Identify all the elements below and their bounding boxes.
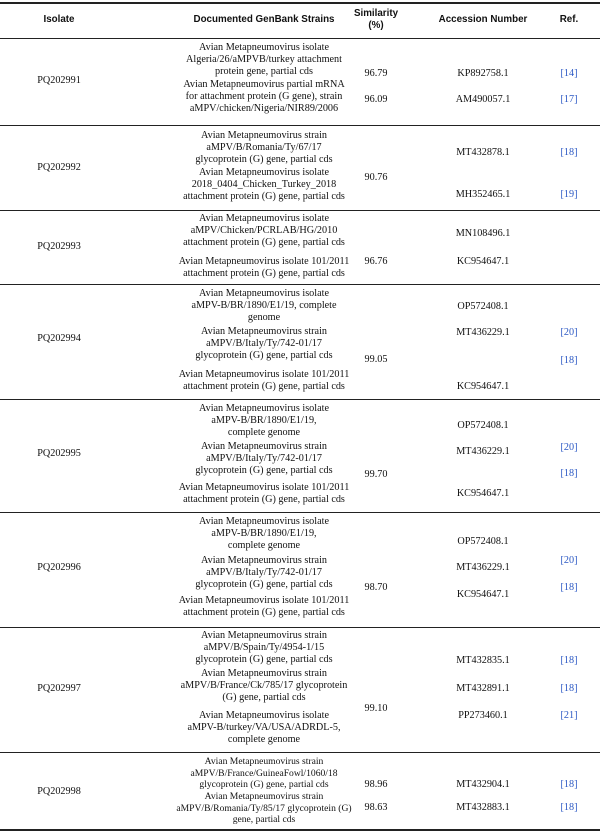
- similarity-value: 98.96: [364, 779, 388, 790]
- isolate-cell: PQ202998: [37, 786, 81, 797]
- strain-line: Avian Metapneumovirus isolate: [199, 288, 329, 299]
- reference-link[interactable]: [18]: [560, 802, 578, 813]
- isolate-cell: PQ202994: [37, 333, 81, 344]
- strain-line: complete genome: [227, 540, 301, 552]
- strain-line: aMPV/B/Spain/Ty/4954-1/15: [203, 642, 325, 654]
- strain-line: Avian Metapneumovirus strain: [201, 130, 327, 141]
- strain-line: gene, partial cds: [232, 814, 296, 825]
- reference-link[interactable]: [20]: [560, 442, 578, 453]
- accession-number: MT436229.1: [456, 446, 510, 457]
- accession-number: KC954647.1: [456, 381, 510, 392]
- strain-entry: [118, 288, 410, 325]
- strain-entry: [118, 630, 410, 667]
- accession-number: OP572408.1: [457, 420, 509, 431]
- accession-number: KC954647.1: [456, 256, 510, 267]
- strain-entry: [118, 403, 410, 440]
- strain-line: aMPV/B/Italy/Ty/742-01/17: [206, 338, 322, 350]
- strain-line: Avian Metapneumovirus isolate: [199, 167, 329, 178]
- header-accession: Accession Number: [438, 14, 528, 25]
- strain-line: Avian Metapneumovirus isolate 101/2011: [178, 595, 350, 606]
- similarity-value: 99.05: [364, 354, 388, 365]
- similarity-value: 99.70: [364, 469, 388, 480]
- strain-line: aMPV-B/BR/1890/E1/19,: [211, 415, 317, 427]
- row-rule: [0, 210, 600, 211]
- strain-entry: [118, 668, 410, 705]
- strain-line: Avian Metapneumovirus isolate 101/2011: [178, 256, 350, 267]
- reference-link[interactable]: [18]: [560, 683, 578, 694]
- strain-line: attachment protein (G) gene, partial cds: [183, 607, 345, 619]
- accession-number: KP892758.1: [457, 68, 509, 79]
- similarity-value: 98.70: [364, 582, 388, 593]
- strain-line: glycoprotein (G) gene, partial cds: [195, 654, 333, 666]
- strain-line: aMPV-B/BR/1890/E1/19,: [211, 528, 317, 540]
- strain-line: complete genome: [227, 734, 301, 746]
- similarity-value: 99.10: [364, 703, 388, 714]
- strain-line: Avian Metapneumovirus isolate: [199, 42, 329, 53]
- strain-line: aMPV/chicken/Nigeria/NIR89/2006: [189, 103, 339, 115]
- table-bottom-rule: [0, 829, 600, 831]
- strain-line: Avian Metapneumovirus partial mRNA: [183, 79, 345, 90]
- header-ref: Ref.: [559, 14, 579, 25]
- reference-link[interactable]: [18]: [560, 468, 578, 479]
- strain-line: Avian Metapneumovirus strain: [204, 791, 324, 802]
- accession-number: MT432891.1: [456, 683, 510, 694]
- header-strains: Documented GenBank Strains: [193, 14, 335, 25]
- strain-line: Avian Metapneumovirus isolate 101/2011: [178, 482, 350, 493]
- isolate-cell: PQ202991: [37, 75, 81, 86]
- accession-number: AM490057.1: [455, 94, 511, 105]
- strain-line: Avian Metapneumovirus isolate: [199, 403, 329, 414]
- table-top-rule: [0, 2, 600, 4]
- accession-number: MN108496.1: [455, 228, 511, 239]
- strain-line: 2018_0404_Chicken_Turkey_2018: [191, 179, 337, 191]
- accession-number: MT432835.1: [456, 655, 510, 666]
- strain-line: Avian Metapneumovirus strain: [204, 756, 324, 767]
- strain-line: Avian Metapneumovirus isolate: [199, 516, 329, 527]
- strain-entry: [118, 482, 410, 506]
- strain-line: aMPV/B/Italy/Ty/742-01/17: [206, 453, 322, 465]
- strain-line: Avian Metapneumovirus isolate: [199, 710, 329, 721]
- header-similarity: Similarity: [353, 8, 399, 19]
- strain-line: Avian Metapneumovirus strain: [201, 441, 327, 452]
- strain-line: complete genome: [227, 427, 301, 439]
- reference-link[interactable]: [18]: [560, 582, 578, 593]
- isolate-cell: PQ202992: [37, 162, 81, 173]
- strain-entry: [118, 213, 410, 250]
- similarity-value: 96.09: [364, 94, 388, 105]
- strain-line: aMPV/B/Romania/Ty/85/17 glycoprotein (G): [176, 802, 352, 814]
- accession-number: PP273460.1: [458, 710, 508, 721]
- strain-line: genome: [247, 312, 281, 324]
- isolate-cell: PQ202993: [37, 241, 81, 252]
- isolate-cell: PQ202996: [37, 562, 81, 573]
- strain-line: glycoprotein (G) gene, partial cds: [199, 779, 329, 790]
- strain-entry: [118, 595, 410, 619]
- strain-entry: [118, 369, 410, 393]
- row-rule: [0, 512, 600, 513]
- accession-number: MT432904.1: [456, 779, 510, 790]
- isolate-cell: PQ202997: [37, 683, 81, 694]
- strain-line: protein gene, partial cds: [215, 66, 313, 78]
- row-rule: [0, 752, 600, 753]
- strain-line: attachment protein (G) gene, partial cds: [183, 381, 345, 393]
- strain-line: Avian Metapneumovirus isolate 101/2011: [178, 369, 350, 380]
- strain-line: aMPV/B/Italy/Ty/742-01/17: [206, 567, 322, 579]
- reference-link[interactable]: [21]: [560, 710, 578, 721]
- reference-link[interactable]: [20]: [560, 555, 578, 566]
- row-rule: [0, 399, 600, 400]
- reference-link[interactable]: [17]: [560, 94, 578, 105]
- strain-line: aMPV/B/Romania/Ty/67/17: [206, 142, 322, 154]
- strain-line: Avian Metapneumovirus strain: [201, 555, 327, 566]
- reference-link[interactable]: [18]: [560, 147, 578, 158]
- similarity-value: 90.76: [364, 172, 388, 183]
- strain-entry: [118, 130, 410, 167]
- accession-number: OP572408.1: [457, 536, 509, 547]
- header-rule: [0, 38, 600, 39]
- strain-line: glycoprotein (G) gene, partial cds: [195, 465, 333, 477]
- strain-line: aMPV/B/France/GuineaFowl/1060/18: [190, 767, 338, 779]
- row-rule: [0, 284, 600, 285]
- accession-number: MH352465.1: [455, 189, 511, 200]
- strain-entry: [118, 710, 410, 747]
- strain-line: (G) gene, partial cds: [222, 692, 306, 704]
- similarity-value: 96.76: [364, 256, 388, 267]
- strain-line: Avian Metapneumovirus strain: [201, 668, 327, 679]
- header-isolate: Isolate: [43, 14, 75, 25]
- header-similarity-unit: (%): [368, 20, 384, 31]
- strain-entry: [118, 516, 410, 553]
- strain-line: Avian Metapneumovirus strain: [201, 326, 327, 337]
- strain-line: aMPV/Chicken/PCRLAB/HG/2010: [190, 225, 338, 237]
- accession-number: KC954647.1: [456, 589, 510, 600]
- similarity-value: 96.79: [364, 68, 388, 79]
- strain-line: for attachment protein (G gene), strain: [185, 91, 343, 103]
- isolate-cell: PQ202995: [37, 448, 81, 459]
- reference-link[interactable]: [18]: [560, 655, 578, 666]
- strain-line: Avian Metapneumovirus strain: [201, 630, 327, 641]
- strain-line: attachment protein (G) gene, partial cds: [183, 237, 345, 249]
- reference-link[interactable]: [19]: [560, 189, 578, 200]
- strain-line: Avian Metapneumovirus isolate: [199, 213, 329, 224]
- strain-line: attachment protein (G) gene, partial cds: [183, 268, 345, 280]
- reference-link[interactable]: [18]: [560, 355, 578, 366]
- reference-link[interactable]: [14]: [560, 68, 578, 79]
- strain-line: aMPV/B/France/Ck/785/17 glycoprotein: [180, 680, 348, 692]
- reference-link[interactable]: [18]: [560, 779, 578, 790]
- row-rule: [0, 627, 600, 628]
- accession-number: MT432883.1: [456, 802, 510, 813]
- strain-line: glycoprotein (G) gene, partial cds: [195, 579, 333, 591]
- accession-number: MT436229.1: [456, 327, 510, 338]
- reference-link[interactable]: [20]: [560, 327, 578, 338]
- strain-line: Algeria/26/aMPVB/turkey attachment: [186, 54, 342, 66]
- strain-line: aMPV-B/BR/1890/E1/19, complete: [191, 300, 337, 312]
- row-rule: [0, 125, 600, 126]
- strain-line: glycoprotein (G) gene, partial cds: [195, 154, 333, 166]
- strain-line: attachment protein (G) gene, partial cds: [183, 494, 345, 506]
- similarity-value: 98.63: [364, 802, 388, 813]
- accession-number: MT436229.1: [456, 562, 510, 573]
- strain-line: glycoprotein (G) gene, partial cds: [195, 350, 333, 362]
- strain-line: aMPV-B/turkey/VA/USA/ADRDL-5,: [187, 722, 341, 734]
- accession-number: MT432878.1: [456, 147, 510, 158]
- accession-number: OP572408.1: [457, 301, 509, 312]
- strain-line: attachment protein (G) gene, partial cds: [183, 191, 345, 203]
- accession-number: KC954647.1: [456, 488, 510, 499]
